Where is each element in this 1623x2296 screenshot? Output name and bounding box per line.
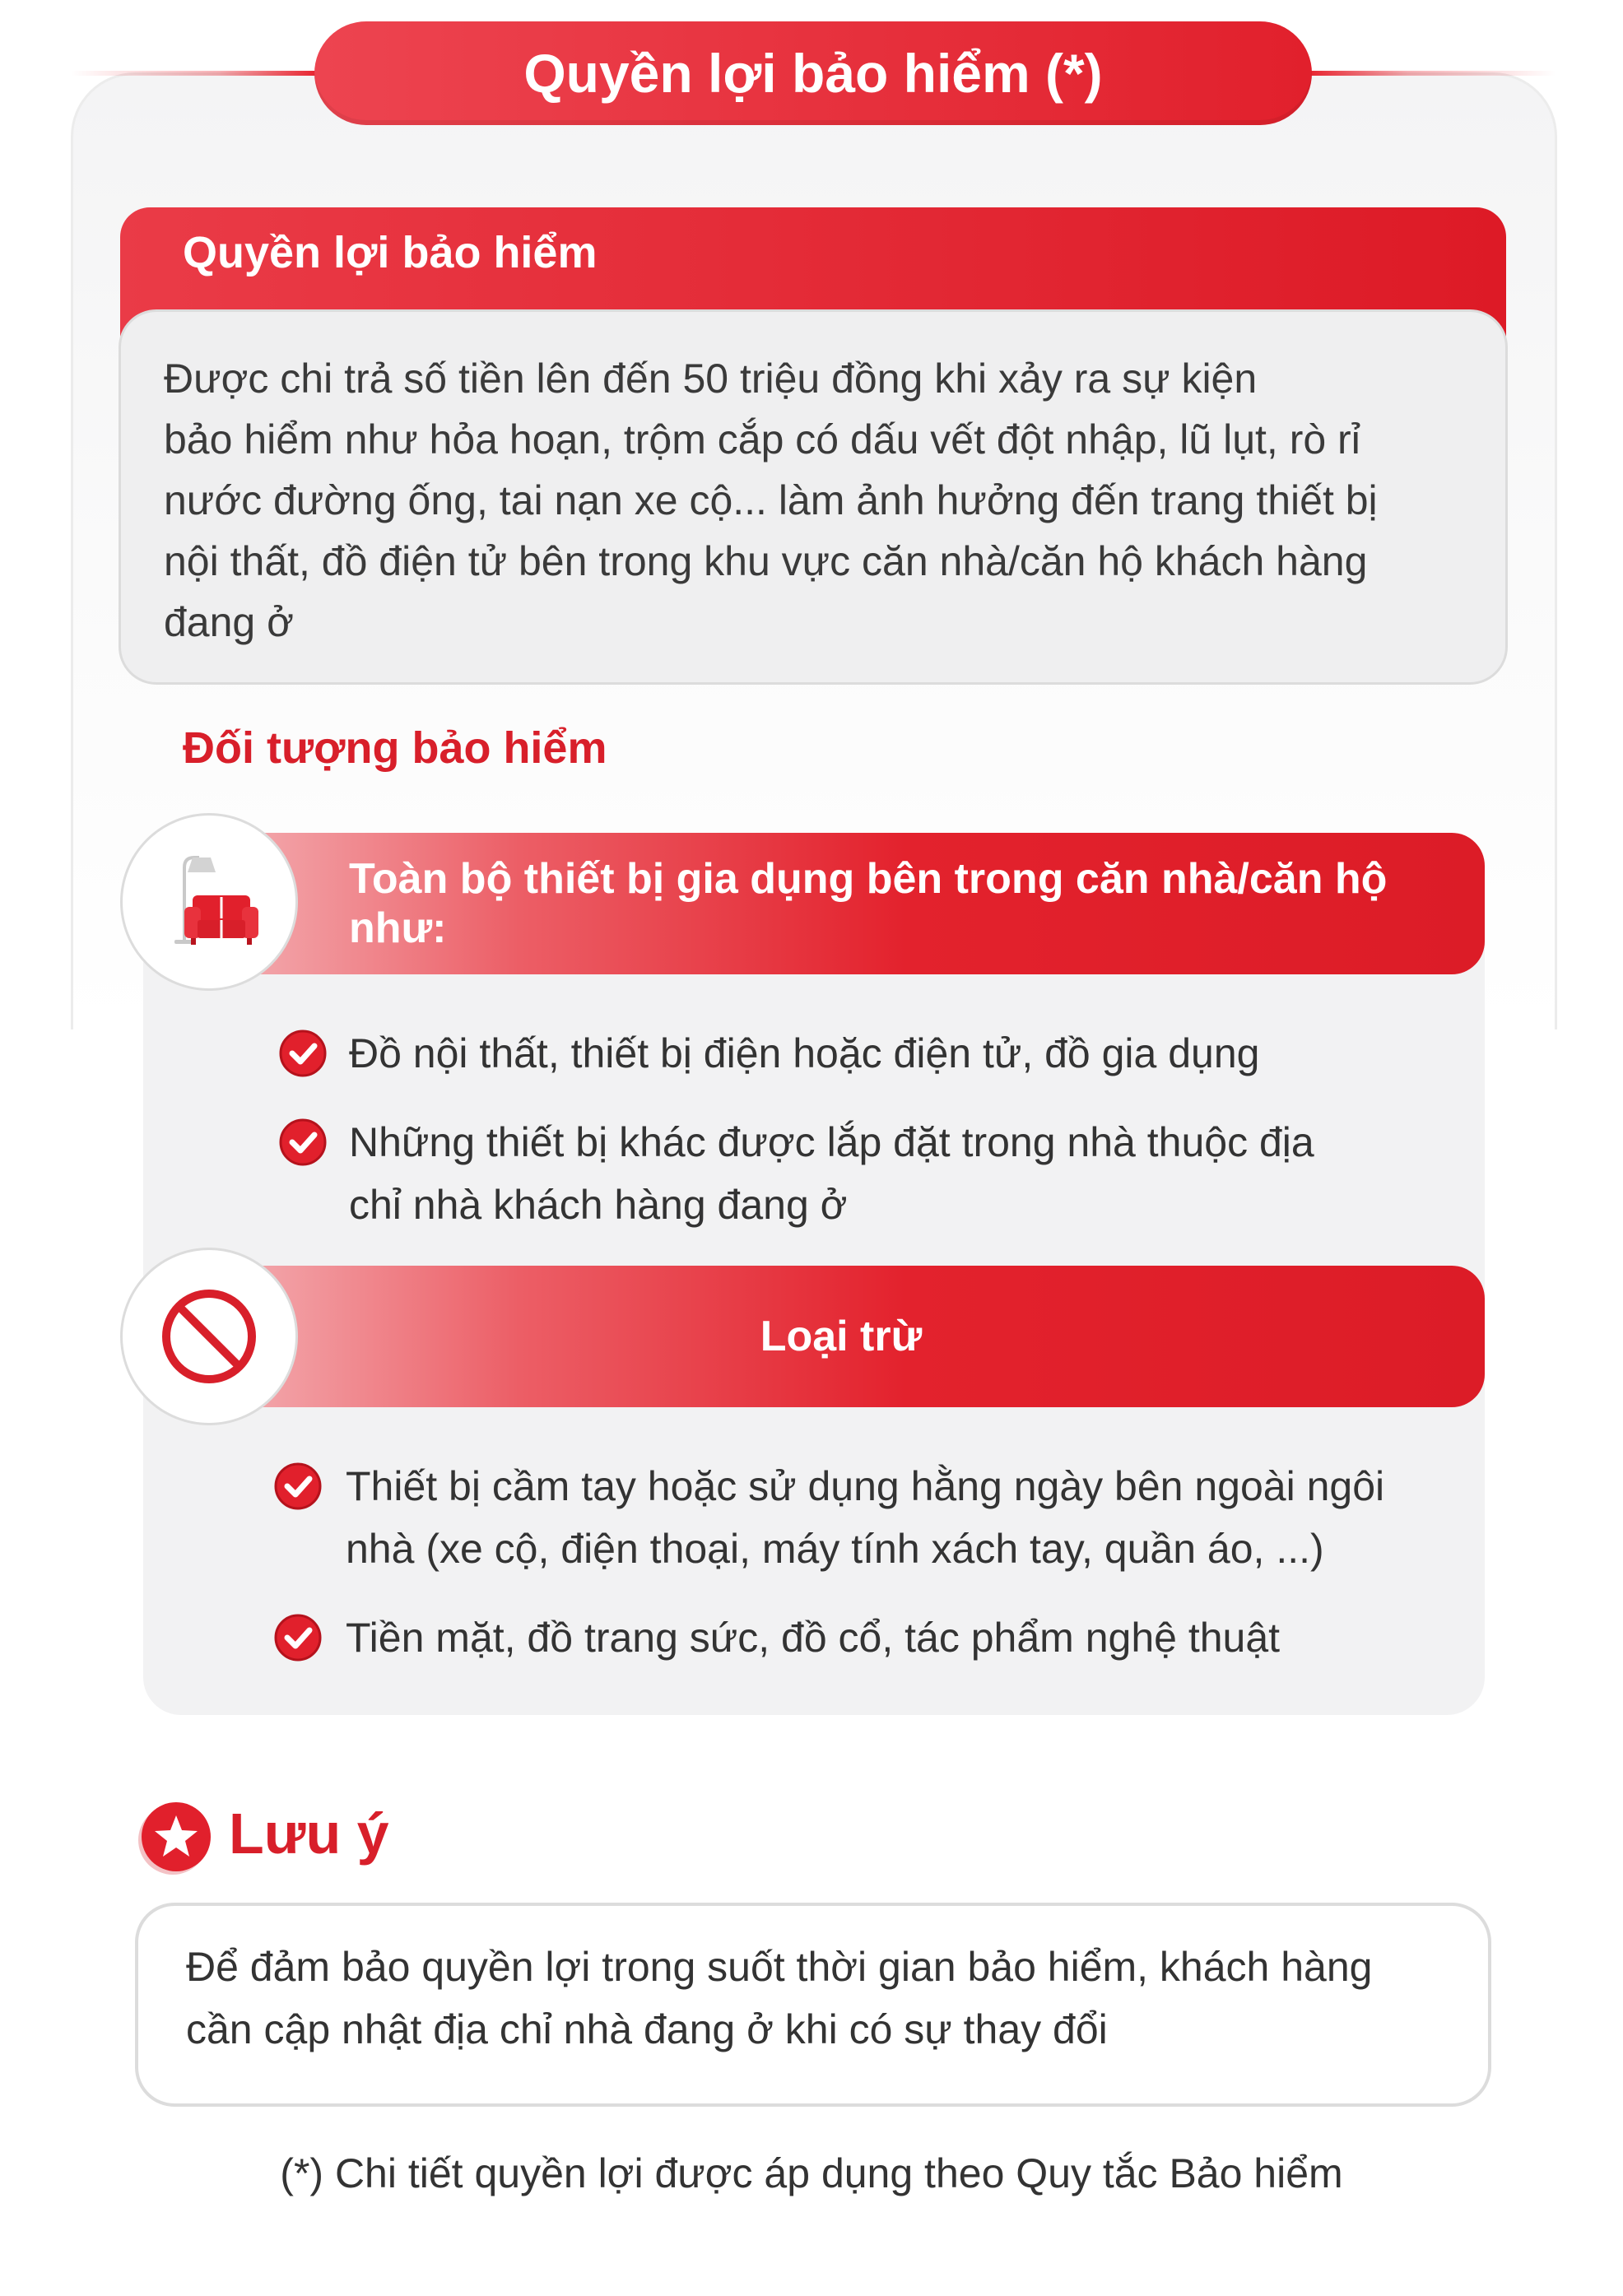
title-line-left (71, 71, 318, 76)
exclusion-item-line: Tiền mặt, đồ trang sức, đồ cổ, tác phẩm nghệ thuật (346, 1615, 1281, 1661)
title-line-right (1309, 71, 1556, 76)
insured-item-line: Những thiết bị khác được lắp đặt trong nhà thuộc địa (349, 1119, 1314, 1165)
benefit-description (119, 309, 1508, 685)
check-icon (278, 1118, 328, 1171)
insured-objects-band-label: Toàn bộ thiết bị gia dụng bên trong căn nhà/căn hộ như: (349, 855, 1388, 952)
exclusion-item-line: nhà (xe cộ, điện thoại, máy tính xách tay, quần áo, ...) (346, 1526, 1324, 1572)
benefit-line: bảo hiểm như hỏa hoạn, trộm cắp có dấu vết đột nhập, lũ lụt, rò rỉ (164, 416, 1360, 462)
prohibited-icon (120, 1248, 298, 1425)
insured-objects-title: Đối tượng bảo hiểm (183, 723, 607, 773)
benefit-line: Được chi trả số tiền lên đến 50 triệu đồng khi xảy ra sự kiện (164, 356, 1258, 402)
benefit-heading: Quyền lợi bảo hiểm (183, 228, 598, 277)
page-title (314, 21, 1312, 125)
benefit-line: nội thất, đồ điện tử bên trong khu vực căn nhà/căn hộ khách hàng (164, 538, 1368, 584)
exclusions-band-label: Loại trừ (760, 1313, 923, 1360)
page-title-text: Quyền lợi bảo hiểm (*) (523, 43, 1103, 104)
exclusion-item-line: Thiết bị cầm tay hoặc sử dụng hằng ngày bên ngoài ngôi (346, 1463, 1385, 1509)
insured-item (349, 1111, 1314, 1236)
benefit-line: nước đường ống, tai nạn xe cộ... làm ảnh hưởng đến trang thiết bị (164, 477, 1378, 523)
note-line: cần cập nhật địa chỉ nhà đang ở khi có sự thay đổi (186, 2006, 1108, 2052)
note-line: Để đảm bảo quyền lợi trong suốt thời gian bảo hiểm, khách hàng (186, 1944, 1373, 1990)
note-box (135, 1903, 1491, 2107)
note-title: Lưu ý (229, 1801, 389, 1866)
check-icon (273, 1462, 323, 1515)
sofa-lamp-icon (120, 813, 298, 991)
insured-item (349, 1022, 1259, 1085)
insured-item-line: Đồ nội thất, thiết bị điện hoặc điện tử, đồ gia dụng (349, 1030, 1260, 1076)
check-icon (273, 1613, 323, 1666)
footnote: (*) Chi tiết quyền lợi được áp dụng theo Quy tắc Bảo hiểm (280, 2150, 1343, 2196)
exclusion-item (346, 1455, 1384, 1580)
insured-item-line: chỉ nhà khách hàng đang ở (349, 1182, 848, 1228)
benefit-line: đang ở (164, 599, 294, 645)
insured-objects-band (198, 833, 1485, 974)
exclusions-band (198, 1266, 1485, 1407)
star-badge-icon (135, 1799, 214, 1882)
check-icon (278, 1029, 328, 1082)
exclusion-item (346, 1606, 1280, 1669)
